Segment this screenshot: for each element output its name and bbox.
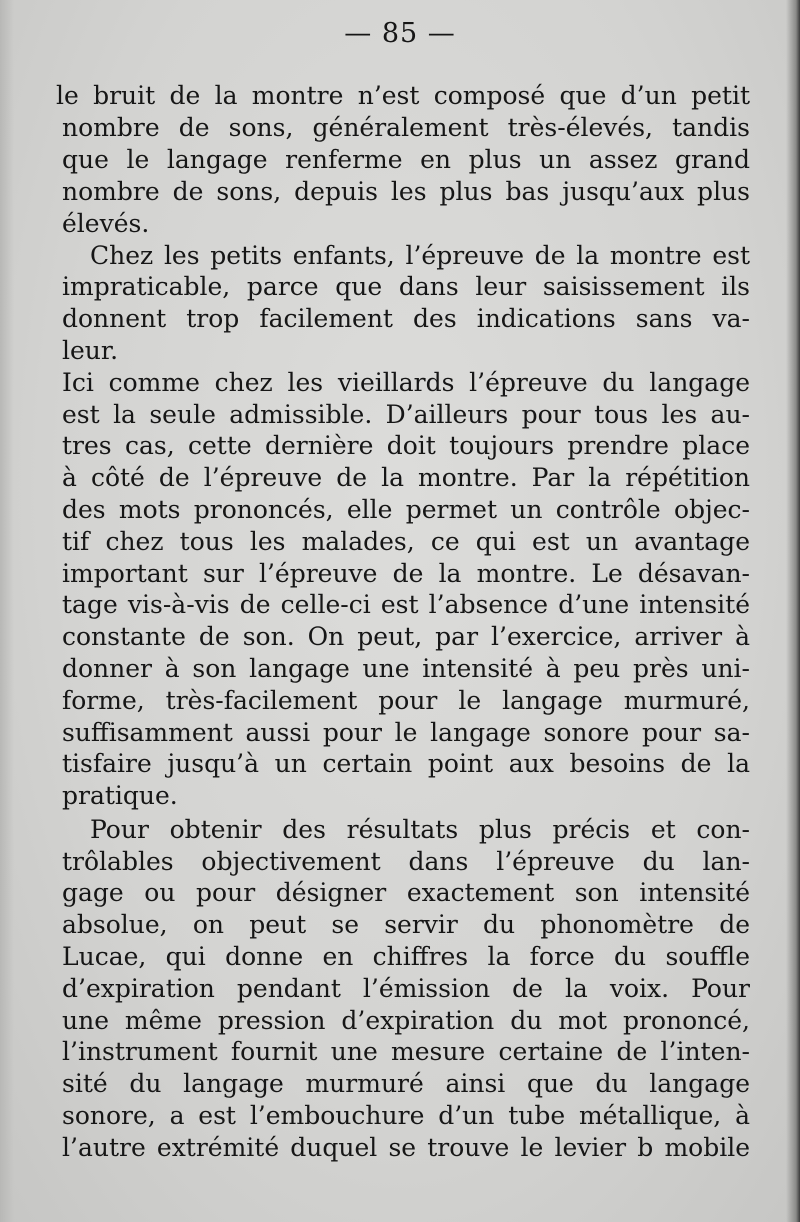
paragraph-start-line: Chez les petits enfants, l’épreuve de la montre est bbox=[90, 241, 750, 270]
text-line: gage ou pour désigner exactement son intensité bbox=[62, 878, 750, 907]
paragraph-start-line: Pour obtenir des résultats plus précis et con- bbox=[90, 815, 750, 844]
text-line: une même pression d’expiration du mot prononcé, bbox=[62, 1006, 750, 1035]
text-line: Lucae, qui donne en chiffres la force du souffle bbox=[62, 942, 750, 971]
text-line: forme, très-facilement pour le langage murmuré, bbox=[62, 686, 750, 715]
text-line: à côté de l’épreuve de la montre. Par la répétition bbox=[62, 463, 750, 492]
text-line: tif chez tous les malades, ce qui est un avantage bbox=[62, 527, 750, 556]
text-line: sité du langage murmuré ainsi que du langage bbox=[62, 1069, 750, 1098]
text-line: l’autre extrémité duquel se trouve le levier b mobile bbox=[62, 1133, 750, 1162]
text-line: tres cas, cette dernière doit toujours prendre place bbox=[62, 431, 750, 460]
text-line: trôlables objectivement dans l’épreuve du lan- bbox=[62, 847, 750, 876]
text-line: nombre de sons, depuis les plus bas jusqu’aux plus bbox=[62, 177, 750, 206]
text-line: des mots prononcés, elle permet un contrôle objec- bbox=[62, 495, 750, 524]
text-line: sonore, a est l’embouchure d’un tube métallique, à bbox=[62, 1101, 750, 1130]
paragraph-start-line: Ici comme chez les vieillards l’épreuve du langage bbox=[62, 368, 750, 397]
text-line: leur. bbox=[62, 336, 119, 365]
text-line: pratique. bbox=[62, 781, 178, 810]
text-line: élevés. bbox=[62, 209, 150, 238]
text-line: tisfaire jusqu’à un certain point aux besoins de la bbox=[62, 749, 750, 778]
text-line: constante de son. On peut, par l’exercice, arriver à bbox=[62, 622, 750, 651]
text-line: absolue, on peut se servir du phonomètre de bbox=[62, 910, 750, 939]
text-line: donner à son langage une intensité à peu près uni- bbox=[62, 654, 750, 683]
text-line: donnent trop facilement des indications sans va- bbox=[62, 304, 750, 333]
text-line: est la seule admissible. D’ailleurs pour tous les au- bbox=[62, 400, 750, 429]
text-line: important sur l’épreuve de la montre. Le désavan- bbox=[62, 559, 750, 588]
text-line: d’expiration pendant l’émission de la voix. Pour bbox=[62, 974, 750, 1003]
text-line: que le langage renferme en plus un assez grand bbox=[62, 145, 750, 174]
text-line: tage vis-à-vis de celle-ci est l’absence d’une intensité bbox=[62, 590, 750, 619]
text-line: nombre de sons, généralement très-élevés, tandis bbox=[62, 113, 750, 142]
page-number: — 85 — bbox=[344, 18, 456, 49]
text-line: impraticable, parce que dans leur saisissement ils bbox=[62, 272, 750, 301]
text-line: le bruit de la montre n’est composé que d’un petit bbox=[56, 81, 750, 110]
page-left-shadow bbox=[0, 0, 14, 1222]
text-line: suffisamment aussi pour le langage sonore pour sa- bbox=[62, 718, 750, 747]
text-line: l’instrument fournit une mesure certaine de l’inten- bbox=[62, 1037, 750, 1066]
page-right-shadow bbox=[786, 0, 800, 1222]
